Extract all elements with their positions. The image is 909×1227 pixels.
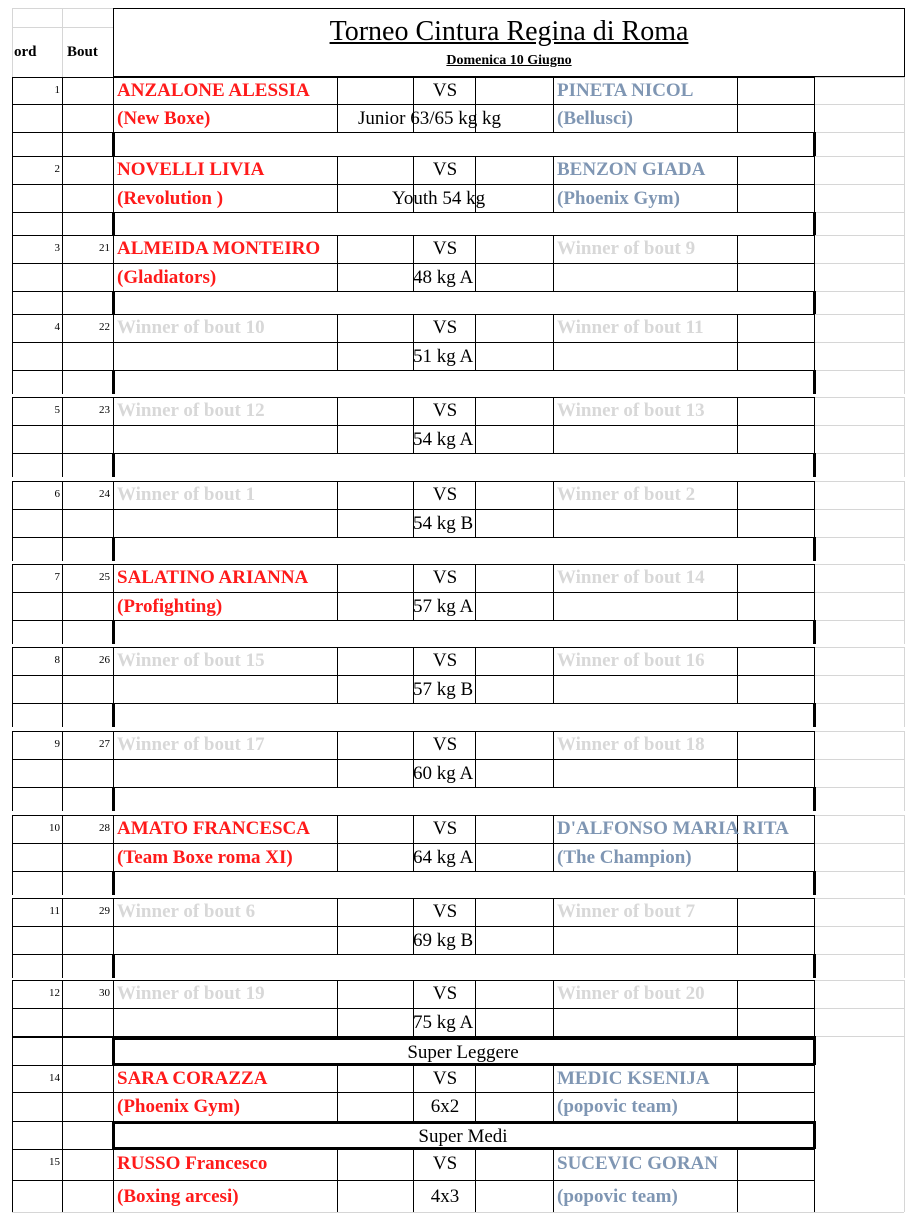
grid-line	[813, 453, 816, 477]
blue-corner-pending: Winner of bout 16	[557, 650, 705, 671]
vs-label: VS	[432, 734, 458, 755]
grid-line	[815, 184, 904, 185]
red-corner-pending: Winner of bout 19	[117, 983, 265, 1004]
grid-line	[113, 1037, 815, 1040]
blue-corner-fighter: D'ALFONSO MARIA RITA	[557, 818, 789, 839]
grid-line	[337, 564, 338, 620]
weight-class: Junior 63/65 kg kg	[358, 108, 502, 129]
grid-line	[62, 132, 63, 156]
grid-line	[813, 1121, 816, 1149]
red-corner-pending: Winner of bout 1	[117, 484, 256, 505]
grid-line	[814, 1065, 815, 1121]
grid-line	[737, 235, 738, 291]
grid-line	[814, 564, 815, 620]
bout-ord-number: 15	[49, 1156, 60, 1168]
grid-line	[814, 481, 815, 537]
vs-label: VS	[432, 1153, 458, 1174]
grid-line	[112, 954, 115, 978]
blue-corner-club: (popovic team)	[557, 1186, 678, 1207]
grid-line	[62, 898, 63, 954]
blue-corner-pending: Winner of bout 13	[557, 400, 705, 421]
grid-line	[813, 787, 816, 811]
grid-line	[813, 620, 816, 644]
bout-ord-number: 3	[54, 242, 60, 254]
red-corner-pending: Winner of bout 10	[117, 317, 265, 338]
weight-class: 48 kg A	[413, 267, 474, 288]
grid-line	[62, 156, 63, 212]
grid-line	[553, 156, 554, 212]
red-corner-fighter: SALATINO ARIANNA	[117, 567, 309, 588]
grid-line	[12, 132, 13, 156]
vs-label: VS	[432, 1068, 458, 1089]
grid-line	[553, 647, 554, 703]
grid-line	[737, 980, 738, 1036]
vs-label: VS	[432, 818, 458, 839]
grid-line	[813, 703, 816, 727]
grid-line	[904, 898, 905, 978]
grid-line	[904, 481, 905, 561]
grid-line	[553, 564, 554, 620]
grid-line	[813, 291, 816, 315]
grid-line	[815, 263, 904, 264]
grid-line	[553, 77, 554, 132]
bout-ord-number: 4	[54, 321, 60, 333]
red-corner-pending: Winner of bout 15	[117, 650, 265, 671]
grid-line	[112, 787, 115, 811]
red-corner-club: (Gladiators)	[117, 267, 217, 288]
grid-line	[12, 871, 13, 895]
bout-format: 6x2	[430, 1096, 460, 1117]
bout-ord-number: 9	[54, 738, 60, 750]
grid-line	[12, 453, 815, 454]
grid-line	[12, 537, 13, 561]
weight-class: 54 kg B	[413, 513, 474, 534]
grid-line	[12, 703, 815, 704]
grid-line	[904, 1037, 905, 1212]
grid-line	[815, 212, 904, 213]
blue-corner-fighter: PINETA NICOL	[557, 80, 694, 101]
blue-corner-club: (popovic team)	[557, 1096, 678, 1117]
grid-line	[12, 212, 13, 236]
grid-line	[815, 898, 904, 899]
bout-ord-number: 11	[49, 905, 60, 917]
grid-line	[904, 397, 905, 477]
weight-class: 60 kg A	[413, 763, 474, 784]
grid-line	[62, 731, 63, 787]
red-corner-fighter: ALMEIDA MONTEIRO	[117, 238, 321, 259]
grid-line	[813, 132, 816, 156]
grid-line	[62, 1037, 63, 1212]
bout-ord-number: 6	[54, 488, 60, 500]
red-corner-fighter: AMATO FRANCESCA	[117, 818, 310, 839]
grid-line	[112, 291, 115, 315]
page-title: Torneo Cintura Regina di Roma	[329, 16, 689, 47]
blue-corner-pending: Winner of bout 14	[557, 567, 705, 588]
grid-line	[12, 815, 13, 871]
red-corner-club: (Profighting)	[117, 596, 223, 617]
bout-ord-number: 2	[54, 163, 60, 175]
grid-line	[813, 537, 816, 561]
red-corner-club: (Boxing arcesi)	[117, 1186, 239, 1207]
grid-line	[904, 647, 905, 727]
vs-label: VS	[432, 983, 458, 1004]
vs-label: VS	[432, 400, 458, 421]
grid-line	[113, 1147, 815, 1150]
grid-line	[737, 647, 738, 703]
vs-label: VS	[432, 238, 458, 259]
grid-line	[904, 77, 905, 156]
grid-line	[814, 77, 815, 132]
grid-line	[62, 980, 63, 1036]
grid-line	[12, 314, 13, 370]
grid-line	[12, 787, 13, 811]
grid-line	[337, 156, 338, 212]
grid-line	[904, 8, 905, 77]
grid-line	[62, 871, 63, 895]
grid-line	[815, 156, 904, 157]
weight-class: 57 kg A	[413, 596, 474, 617]
weight-class: 64 kg A	[413, 847, 474, 868]
red-corner-fighter: NOVELLI LIVIA	[117, 159, 265, 180]
grid-line	[12, 8, 13, 77]
grid-line	[737, 731, 738, 787]
blue-corner-fighter: MEDIC KSENIJA	[557, 1068, 710, 1089]
grid-line	[12, 27, 113, 28]
grid-line	[62, 481, 63, 537]
grid-line	[815, 843, 904, 844]
bout-number: 26	[99, 654, 110, 666]
blue-corner-fighter: BENZON GIADA	[557, 159, 706, 180]
grid-line	[12, 954, 815, 955]
bout-number: 23	[99, 404, 110, 416]
grid-line	[12, 871, 815, 872]
grid-line	[737, 1065, 738, 1121]
grid-line	[814, 397, 815, 453]
grid-line	[113, 1063, 815, 1066]
grid-line	[12, 77, 13, 132]
grid-line	[337, 235, 338, 291]
grid-line	[337, 77, 338, 132]
grid-line	[814, 731, 815, 787]
red-corner-pending: Winner of bout 17	[117, 734, 265, 755]
grid-line	[62, 8, 63, 77]
grid-line	[815, 453, 904, 454]
grid-line	[113, 8, 904, 9]
grid-line	[813, 1037, 816, 1065]
grid-line	[62, 291, 63, 315]
grid-line	[12, 156, 13, 212]
grid-line	[814, 898, 815, 954]
grid-line	[12, 703, 13, 727]
grid-line	[904, 156, 905, 236]
grid-line	[815, 871, 904, 872]
grid-line	[12, 620, 13, 644]
grid-line	[337, 647, 338, 703]
grid-line	[112, 703, 115, 727]
grid-line	[112, 871, 115, 895]
bout-number: 30	[99, 987, 110, 999]
grid-line	[553, 235, 554, 291]
bout-number: 25	[99, 571, 110, 583]
bout-number: 21	[99, 242, 110, 254]
blue-corner-club: (Phoenix Gym)	[557, 188, 680, 209]
grid-line	[112, 537, 115, 561]
grid-line	[815, 787, 904, 788]
grid-line	[112, 212, 115, 236]
grid-line	[12, 787, 815, 788]
grid-line	[815, 397, 904, 398]
weight-class: 75 kg A	[413, 1012, 474, 1033]
grid-line	[815, 481, 904, 482]
grid-line	[12, 370, 815, 371]
red-corner-fighter: SARA CORAZZA	[117, 1068, 268, 1089]
blue-corner-pending: Winner of bout 9	[557, 238, 696, 259]
bout-ord-number: 14	[49, 1072, 60, 1084]
grid-line	[553, 980, 554, 1036]
grid-line	[112, 620, 115, 644]
grid-line	[12, 453, 13, 477]
grid-line	[12, 647, 13, 703]
grid-line	[815, 592, 904, 593]
grid-line	[12, 370, 13, 394]
grid-line	[815, 703, 904, 704]
grid-line	[815, 370, 904, 371]
red-corner-fighter: ANZALONE ALESSIA	[117, 80, 310, 101]
grid-line	[815, 815, 904, 816]
blue-corner-club: (The Champion)	[557, 847, 692, 868]
blue-corner-pending: Winner of bout 11	[557, 317, 704, 338]
grid-line	[553, 815, 554, 871]
bout-number: 28	[99, 822, 110, 834]
grid-line	[553, 314, 554, 370]
grid-line	[814, 980, 815, 1036]
grid-line	[337, 731, 338, 787]
grid-line	[815, 620, 904, 621]
grid-line	[904, 564, 905, 644]
grid-line	[62, 370, 63, 394]
grid-line	[815, 104, 904, 105]
grid-line	[553, 1149, 554, 1212]
grid-line	[12, 1037, 13, 1212]
grid-line	[904, 731, 905, 811]
grid-line	[337, 1065, 338, 1121]
bout-ord-number: 10	[49, 822, 60, 834]
blue-corner-club: (Bellusci)	[557, 108, 633, 129]
red-corner-pending: Winner of bout 12	[117, 400, 265, 421]
red-corner-club: (Phoenix Gym)	[117, 1096, 240, 1117]
grid-line	[815, 537, 904, 538]
grid-line	[12, 564, 13, 620]
grid-line	[62, 235, 63, 291]
grid-line	[814, 647, 815, 703]
red-corner-fighter: RUSSO Francesco	[117, 1153, 268, 1174]
grid-line	[815, 731, 904, 732]
vs-label: VS	[432, 159, 458, 180]
grid-line	[813, 212, 816, 236]
grid-line	[815, 235, 904, 236]
grid-line	[737, 481, 738, 537]
grid-line	[815, 77, 904, 78]
grid-line	[553, 898, 554, 954]
bout-ord-number: 1	[54, 84, 60, 96]
grid-line	[337, 481, 338, 537]
grid-line	[815, 759, 904, 760]
grid-line	[737, 77, 738, 132]
blue-corner-pending: Winner of bout 18	[557, 734, 705, 755]
grid-line	[904, 235, 905, 315]
vs-label: VS	[432, 80, 458, 101]
grid-line	[737, 156, 738, 212]
grid-line	[62, 537, 63, 561]
grid-line	[112, 132, 115, 156]
column-header-bout: Bout	[67, 44, 98, 60]
grid-line	[815, 1008, 904, 1009]
grid-line	[814, 235, 815, 291]
blue-corner-pending: Winner of bout 2	[557, 484, 696, 505]
grid-line	[737, 564, 738, 620]
grid-line	[112, 453, 115, 477]
grid-line	[12, 898, 13, 954]
grid-line	[815, 342, 904, 343]
grid-line	[62, 703, 63, 727]
grid-line	[815, 132, 904, 133]
grid-line	[113, 8, 114, 77]
grid-line	[62, 815, 63, 871]
weight-class: 51 kg A	[413, 346, 474, 367]
grid-line	[12, 731, 13, 787]
grid-line	[12, 397, 13, 453]
grid-line	[62, 453, 63, 477]
vs-label: VS	[432, 650, 458, 671]
bout-ord-number: 5	[54, 404, 60, 416]
grid-line	[62, 314, 63, 370]
grid-line	[337, 898, 338, 954]
bout-number: 22	[99, 321, 110, 333]
grid-line	[12, 537, 815, 538]
grid-line	[904, 314, 905, 394]
grid-line	[62, 397, 63, 453]
bout-ord-number: 7	[54, 571, 60, 583]
grid-line	[815, 564, 904, 565]
grid-line	[813, 871, 816, 895]
vs-label: VS	[432, 901, 458, 922]
grid-line	[553, 397, 554, 453]
grid-line	[113, 1121, 815, 1124]
grid-line	[62, 77, 63, 132]
grid-line	[815, 314, 904, 315]
grid-line	[62, 954, 63, 978]
grid-line	[12, 620, 815, 621]
blue-corner-pending: Winner of bout 7	[557, 901, 696, 922]
bout-number: 29	[99, 905, 110, 917]
weight-class: 69 kg B	[413, 930, 474, 951]
grid-line	[12, 980, 13, 1036]
grid-line	[337, 815, 338, 871]
grid-line	[553, 481, 554, 537]
bout-ord-number: 8	[54, 654, 60, 666]
red-corner-club: (Team Boxe roma XI)	[117, 847, 293, 868]
grid-line	[62, 787, 63, 811]
grid-line	[12, 235, 13, 291]
grid-line	[815, 509, 904, 510]
grid-line	[815, 647, 904, 648]
grid-line	[815, 926, 904, 927]
grid-line	[12, 1212, 904, 1213]
grid-line	[813, 370, 816, 394]
vs-label: VS	[432, 567, 458, 588]
grid-line	[337, 1149, 338, 1212]
grid-line	[814, 156, 815, 212]
grid-line	[112, 370, 115, 394]
red-corner-club: (New Boxe)	[117, 108, 211, 129]
blue-corner-fighter: SUCEVIC GORAN	[557, 1153, 718, 1174]
weight-class: 57 kg B	[413, 679, 474, 700]
grid-line	[814, 815, 815, 871]
red-corner-pending: Winner of bout 6	[117, 901, 256, 922]
grid-line	[815, 291, 904, 292]
grid-line	[12, 212, 815, 213]
section-label-super-medi: Super Medi	[418, 1126, 508, 1147]
grid-line	[815, 1036, 904, 1037]
bout-number: 24	[99, 488, 110, 500]
grid-line	[62, 212, 63, 236]
grid-line	[814, 1149, 815, 1212]
blue-corner-pending: Winner of bout 20	[557, 983, 705, 1004]
vs-label: VS	[432, 317, 458, 338]
grid-line	[62, 647, 63, 703]
red-corner-club: (Revolution )	[117, 188, 224, 209]
grid-line	[553, 731, 554, 787]
grid-line	[62, 564, 63, 620]
grid-line	[815, 425, 904, 426]
grid-line	[815, 675, 904, 676]
grid-line	[337, 314, 338, 370]
grid-line	[62, 620, 63, 644]
weight-class: 54 kg A	[413, 429, 474, 450]
grid-line	[12, 291, 13, 315]
grid-line	[737, 314, 738, 370]
grid-line	[12, 481, 13, 537]
bout-format: 4x3	[430, 1186, 460, 1207]
bout-number: 27	[99, 738, 110, 750]
grid-line	[12, 291, 815, 292]
grid-line	[12, 8, 113, 9]
vs-label: VS	[432, 484, 458, 505]
bout-ord-number: 12	[49, 987, 60, 999]
grid-line	[12, 132, 815, 133]
grid-line	[737, 397, 738, 453]
section-label-super-leggere: Super Leggere	[407, 1042, 519, 1063]
grid-line	[815, 980, 904, 981]
grid-line	[737, 898, 738, 954]
grid-line	[12, 954, 13, 978]
grid-line	[337, 397, 338, 453]
grid-line	[737, 1149, 738, 1212]
column-header-ord: ord	[14, 44, 37, 60]
grid-line	[813, 954, 816, 978]
grid-line	[814, 314, 815, 370]
event-date: Domenica 10 Giugno	[446, 53, 572, 68]
weight-class: Youth 54 kg	[392, 188, 486, 209]
grid-line	[904, 815, 905, 895]
grid-line	[553, 1065, 554, 1121]
grid-line	[337, 980, 338, 1036]
grid-line	[815, 954, 904, 955]
